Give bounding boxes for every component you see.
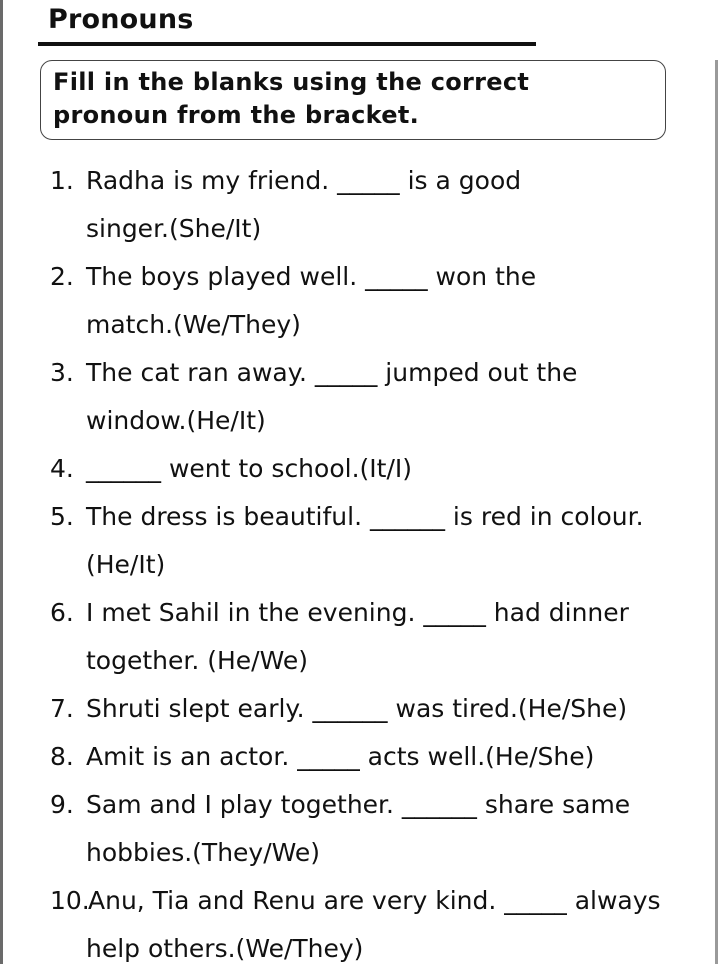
question-options: hobbies.(They/We) xyxy=(86,838,321,867)
question-text: I met Sahil in the evening. _____ had dinner xyxy=(86,598,629,627)
question-text: ______ went to school.(It/I) xyxy=(86,454,412,483)
question-options: match.(We/They) xyxy=(86,310,301,339)
question-text: The dress is beautiful. ______ is red in colour. xyxy=(86,502,644,531)
question-number: 3. xyxy=(50,358,74,387)
question-number: 8. xyxy=(50,742,74,771)
question-options: singer.(She/It) xyxy=(86,214,262,243)
question-options: help others.(We/They) xyxy=(86,934,364,963)
question-options: together. (He/We) xyxy=(86,646,308,675)
instruction-text: Fill in the blanks using the correct pronoun from the bracket. xyxy=(53,68,530,129)
question-number: 9. xyxy=(50,790,74,819)
worksheet-title: Pronouns xyxy=(48,4,194,35)
question-number: 6. xyxy=(50,598,74,627)
question-text: Radha is my friend. _____ is a good xyxy=(86,166,522,195)
question-number: 5. xyxy=(50,502,74,531)
question-number: 7. xyxy=(50,694,74,723)
question-text: Sam and I play together. ______ share same xyxy=(86,790,631,819)
question-text: The boys played well. _____ won the xyxy=(86,262,537,291)
question-number: 4. xyxy=(50,454,74,483)
question-number: 10. xyxy=(50,886,90,915)
question-text: Amit is an actor. _____ acts well.(He/She) xyxy=(86,742,595,771)
question-text: Shruti slept early. ______ was tired.(He/She) xyxy=(86,694,628,723)
question-options: window.(He/It) xyxy=(86,406,266,435)
question-options: (He/It) xyxy=(86,550,166,579)
question-number: 2. xyxy=(50,262,74,291)
question-text: Anu, Tia and Renu are very kind. _____ always xyxy=(88,886,661,915)
question-number: 1. xyxy=(50,166,74,195)
question-text: The cat ran away. _____ jumped out the xyxy=(86,358,578,387)
